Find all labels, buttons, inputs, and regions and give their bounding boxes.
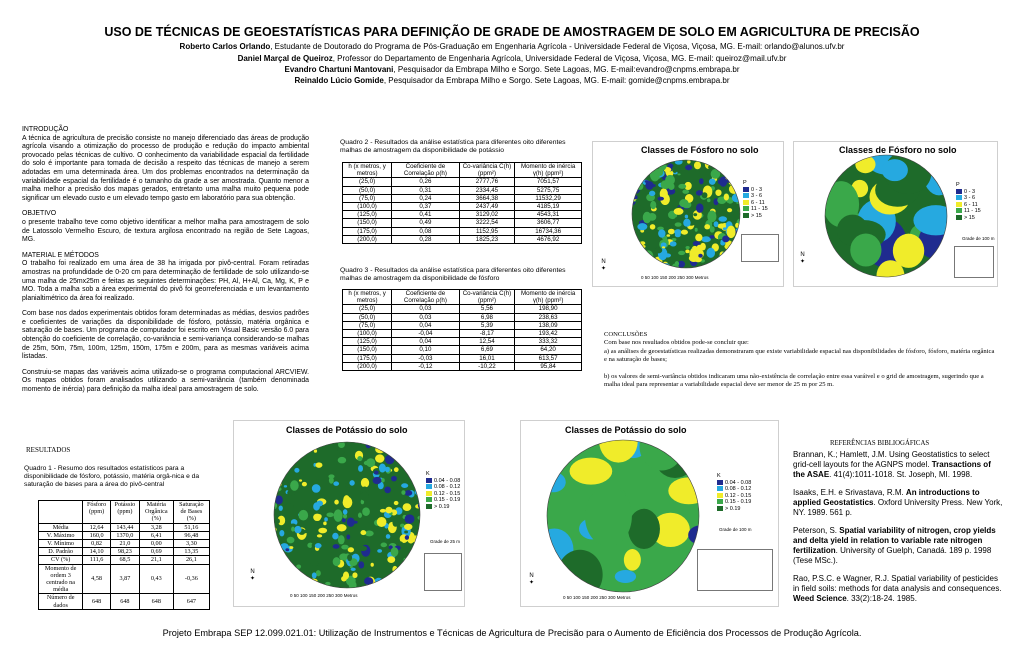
legend-label: 3 - 6	[751, 193, 763, 200]
scale-bar: 0 50 100 150 200 250 300 Metros	[290, 593, 358, 598]
quadro1-cell: 96,48	[173, 531, 209, 539]
legend-label: > 0.19	[725, 505, 741, 512]
legend-swatch	[956, 208, 962, 213]
quadro1-caption: Quadro 1 - Resumo dos resultados estatísticos para a disponibilidade de fósforo, potássio, matéria orgâ-nica e da saturação de bases para a área do pivô-central	[24, 465, 200, 489]
quadro2-cell: 2437,49	[459, 203, 515, 211]
legend-item	[717, 493, 751, 500]
legend-label: 0.12 - 0.15	[434, 490, 461, 497]
reference-source: Spatial variability of nitrogen, crop yields and delta yield in relation to variable rate nitrogen fertilization	[793, 526, 996, 555]
legend-title: P	[956, 182, 960, 188]
reference-details: . University of Guelph, Canadá. 189 p. 1998 (Tese MSc.).	[793, 546, 992, 565]
legend-item	[956, 215, 981, 222]
legend-label: 0.12 - 0.15	[725, 492, 752, 499]
legend-item	[426, 484, 460, 491]
legend-label: > 15	[751, 212, 762, 219]
author-1-name: Roberto Carlos Orlando	[179, 42, 271, 51]
fosforo-map-grade-25	[592, 141, 784, 287]
fosforo-map-25-field	[631, 156, 741, 272]
quadro3-row	[343, 321, 582, 329]
quadro1-cell: 13,35	[173, 548, 209, 556]
quadro2-header-cell: Co-variância C(h) (ppm²)	[459, 163, 515, 178]
quadro1-cell: 0,43	[139, 564, 173, 594]
legend-item	[956, 208, 981, 215]
legend-swatch	[717, 506, 723, 511]
author-4-name: Reinaldo Lúcio Gomide	[294, 76, 384, 85]
reference-text: Isaaks, E.H. e Srivastava, R.M.	[793, 488, 906, 497]
fosforo-map-grade-100	[793, 141, 998, 287]
quadro1-header-cell: Matéria Orgânica (%)	[139, 501, 173, 524]
quadro2-cell: (150,0)	[343, 219, 392, 227]
quadro2-header-cell: Momento de inércia γ(h) (ppm²)	[515, 163, 582, 178]
quadro3-cell: -0,03	[392, 354, 460, 362]
author-3	[20, 65, 1004, 74]
legend-item	[956, 189, 981, 196]
reference-text: Peterson, S.	[793, 526, 840, 535]
quadro3-cell: (200,0)	[343, 362, 392, 370]
quadro2-cell: 16734,36	[515, 227, 582, 235]
material-p1: O trabalho foi realizado em uma área de 38 ha irrigada por pivô-central. Foram retiradas amostras na profundidade de 0-20 cm para determinação de fertilidade de solo utilizando-se uma malha de 25mx25m e feitas as seguintes determinações: PH, Al, H+Al, Ca, Mg, K, P e MO. Toda a malha sob a área experimental do pivô foi georreferenciada e um levantamento planialtimétrico da área foi realizado.	[22, 260, 309, 302]
reference-details: . Oxford University Press. New York, NY. 1989. 561 p.	[793, 498, 1003, 517]
quadro1-cell: 21,0	[110, 540, 139, 548]
quadro1-cell: 648	[139, 594, 173, 609]
quadro1-cell: 4,58	[83, 564, 111, 594]
legend-item	[426, 478, 460, 485]
quadro2-cell: 0,24	[392, 194, 460, 202]
quadro1-row	[39, 540, 210, 548]
potassio-map-title: Classes de Potássio do solo	[286, 425, 408, 435]
quadro2-cell: 3664,38	[459, 194, 515, 202]
author-4	[20, 76, 1004, 85]
quadro1-header-cell	[39, 501, 83, 524]
quadro2-caption: Quadro 2 - Resultados da análise estatística para diferentes oito diferentes malhas de amostragem da disponibilidade de potássio	[340, 139, 566, 154]
reference-source: An introductions to applied Geostatistics	[793, 488, 980, 507]
legend-item	[426, 491, 460, 498]
legend-swatch	[426, 484, 432, 489]
quadro2-cell: (50,0)	[343, 186, 392, 194]
potassio-map-25-legend	[426, 471, 460, 511]
quadro3-cell: (100,0)	[343, 330, 392, 338]
quadro2-cell: 1152,95	[459, 227, 515, 235]
legend-label: 0 - 3	[964, 188, 976, 195]
reference-item	[793, 450, 1003, 480]
quadro3-cell: 0,03	[392, 313, 460, 321]
quadro3-header-cell: Momento de inércia γ(h) (ppm²)	[515, 290, 582, 305]
reference-text: Brannan, K.; Hamlett, J.M. Using Geostatistics to select grid-cell layouts for the AGNPS model.	[793, 450, 990, 469]
legend-swatch	[956, 195, 962, 200]
quadro2-cell: 0,08	[392, 227, 460, 235]
conclusoes-b: b) os valores de semi-variância obtidos indicaram uma não-existência de correlação entre essa varáivel e o grid de amostragem, sugerindo que a malha ideal para representar a variabilidade espacial deve ser menor de 25 m por 25 m.	[604, 372, 984, 389]
legend-item	[717, 480, 751, 487]
quadro2-row	[343, 219, 582, 227]
quadro1-cell: 143,44	[110, 523, 139, 531]
legend-title: P	[743, 180, 747, 186]
quadro3-row	[343, 354, 582, 362]
quadro2-cell: 1825,23	[459, 235, 515, 243]
legend-label: 0.08 - 0.12	[725, 486, 752, 493]
legend-item	[743, 187, 768, 194]
quadro3-cell: 138,09	[515, 321, 582, 329]
quadro3-cell: -0,04	[392, 330, 460, 338]
author-3-affiliation: , Pesquisador da Embrapa Milho e Sorgo. Sete Lagoas, MG. E-mail:evandro@cnpms.embrapa.br	[393, 65, 740, 74]
legend-swatch	[743, 193, 749, 198]
legend-swatch	[717, 480, 723, 485]
quadro1-cell: 12,64	[83, 523, 111, 531]
quadro1-header-cell: Fósforo (ppm)	[83, 501, 111, 524]
quadro3-cell: 0,04	[392, 338, 460, 346]
fosforo-map-title: Classes de Fósforo no solo	[839, 145, 957, 155]
quadro2-cell: 7051,57	[515, 178, 582, 186]
quadro3-caption: Quadro 3 - Resultados da análise estatística para diferentes oito diferentes malhas de amostragem da disponibilidade de fósforo	[340, 267, 566, 282]
legend-label: 0.04 - 0.08	[434, 477, 461, 484]
quadro1-row	[39, 556, 210, 564]
quadro2-cell: 0,26	[392, 178, 460, 186]
legend-item	[743, 213, 768, 220]
quadro1-cell: 160,0	[83, 531, 111, 539]
reference-details: . 33(2):18-24. 1985.	[846, 594, 917, 603]
quadro2-cell: 0,28	[392, 235, 460, 243]
legend-label: > 15	[964, 214, 975, 221]
legend-title: K	[717, 473, 721, 479]
material-heading: MATERIAL E MÉTODOS	[22, 251, 99, 259]
quadro2-cell: 0,49	[392, 219, 460, 227]
potassio-map-grade-100	[520, 420, 779, 607]
quadro1-cell: Média	[39, 523, 83, 531]
north-arrow-icon: N ✦	[800, 252, 806, 265]
quadro1-row	[39, 594, 210, 609]
legend-item	[717, 499, 751, 506]
quadro3-cell: 0,03	[392, 305, 460, 313]
legend-item	[743, 200, 768, 207]
reference-source: Weed Science	[793, 594, 847, 603]
legend-item	[743, 193, 768, 200]
north-arrow-icon: N ✦	[250, 569, 256, 582]
legend-swatch	[717, 486, 723, 491]
legend-item	[956, 195, 981, 202]
conclusoes-section	[604, 331, 996, 389]
quadro3-cell: (150,0)	[343, 346, 392, 354]
quadro2-cell: 3129,02	[459, 211, 515, 219]
quadro2-cell: 3606,77	[515, 219, 582, 227]
legend-swatch	[743, 187, 749, 192]
quadro1-cell: V. Mínimo	[39, 540, 83, 548]
quadro2-cell: (175,0)	[343, 227, 392, 235]
quadro1-cell: 51,16	[173, 523, 209, 531]
legend-swatch	[426, 497, 432, 502]
quadro2-table	[342, 162, 582, 244]
quadro3-cell: -0,12	[392, 362, 460, 370]
quadro3-row	[343, 330, 582, 338]
legend-swatch	[717, 493, 723, 498]
fosforo-map-25-inset	[741, 234, 779, 262]
quadro2-header-row	[343, 163, 582, 178]
fosforo-map-100-legend	[956, 182, 981, 222]
quadro2-cell: 3222,54	[459, 219, 515, 227]
scale-bar: 0 50 100 150 200 250 300 Metros	[563, 595, 631, 600]
quadro1-cell: 648	[83, 594, 111, 609]
quadro1-cell: 0,69	[139, 548, 173, 556]
quadro3-header-cell: Coeficiente de Correlação ρ(h)	[392, 290, 460, 305]
quadro3-row	[343, 346, 582, 354]
legend-label: 0 - 3	[751, 186, 763, 193]
quadro3-cell: -8,17	[459, 330, 515, 338]
quadro1-cell: 21,1	[139, 556, 173, 564]
fosforo-map-100-field	[824, 154, 948, 278]
quadro2-cell: (200,0)	[343, 235, 392, 243]
quadro2-row	[343, 211, 582, 219]
quadro2-cell: (125,0)	[343, 211, 392, 219]
legend-label: 6 - 11	[751, 199, 765, 206]
quadro2-row	[343, 235, 582, 243]
author-1-affiliation: , Estudante de Doutorado do Programa de Pós-Graduação em Engenharia Agrícola - Universidade Federal de Viçosa, Viçosa, MG. E-mail: orlando@alunos.ufv.br	[270, 42, 845, 51]
quadro3-cell: (125,0)	[343, 338, 392, 346]
quadro3-cell: 0,04	[392, 321, 460, 329]
legend-swatch	[956, 215, 962, 220]
potassio-map-25-inset	[424, 553, 462, 591]
fosforo-map-100-inset	[954, 246, 994, 278]
legend-swatch	[426, 478, 432, 483]
quadro3-cell: 333,32	[515, 338, 582, 346]
quadro1-header-row	[39, 501, 210, 524]
quadro3-table	[342, 289, 582, 371]
quadro1-cell: 14,10	[83, 548, 111, 556]
reference-source: Transactions of the ASAE	[793, 460, 991, 479]
quadro2-row	[343, 178, 582, 186]
quadro3-cell: 193,42	[515, 330, 582, 338]
quadro2-cell: (100,0)	[343, 203, 392, 211]
author-2	[20, 54, 1004, 63]
quadro1-cell: 6,41	[139, 531, 173, 539]
fosforo-map-25-legend	[743, 180, 768, 220]
reference-details: . 41(4):1011-1018. St. Joseph, MI. 1998.	[829, 470, 973, 479]
scale-bar: 0 50 100 150 200 250 300 Metros	[641, 275, 709, 280]
quadro3-row	[343, 313, 582, 321]
quadro3-cell: -10,22	[459, 362, 515, 370]
conclusoes-intro: Com base nos resultados obtidos pode-se concluir que:	[604, 339, 749, 347]
legend-swatch	[717, 499, 723, 504]
potassio-map-25-field	[272, 441, 422, 589]
quadro3-cell: 6,69	[459, 346, 515, 354]
quadro1-cell: 1370,0	[110, 531, 139, 539]
intro-text: A técnica de agricultura de precisão consiste no manejo diferenciado das áreas de produção agrícola visando a otimização do processo de produção e redução do impacto ambiental provocado pelas técnicas de cultivo. O conhecimento da variabilidade espacial da fertilidade do solo é importante para tomada de decisão a respeito das técnicas de manejo a serem adotadas em uma determinada área. Um dos problemas encontrados na determinação da variabilidade espacial da fertilidade é o tamanho da grade a ser amostrada. Quanto menor a malha melhor a precisão dos mapas gerados, entretanto uma malha muito pequena pode significar um elevado custo e um elevado tempo gasto em laboratório para sua obtenção.	[22, 134, 309, 202]
quadro2-cell: 4543,31	[515, 211, 582, 219]
quadro2-row	[343, 194, 582, 202]
quadro1-cell: Momento de ordem 3 centrado na média	[39, 564, 83, 594]
author-3-name: Evandro Chartuni Mantovani	[284, 65, 394, 74]
quadro2-cell: 11532,29	[515, 194, 582, 202]
potassio-map-title: Classes de Potássio do solo	[565, 425, 687, 435]
quadro2-cell: 0,41	[392, 211, 460, 219]
quadro2-row	[343, 227, 582, 235]
legend-swatch	[426, 491, 432, 496]
quadro3-cell: 613,57	[515, 354, 582, 362]
quadro1-row	[39, 523, 210, 531]
legend-label: 0.15 - 0.19	[725, 499, 752, 506]
conclusoes-heading: CONCLUSÕES	[604, 331, 648, 338]
legend-item	[717, 486, 751, 493]
potassio-map-100-field	[543, 439, 703, 593]
left-text-column	[22, 126, 309, 402]
quadro2-cell: 5275,75	[515, 186, 582, 194]
author-2-affiliation: , Professor do Departamento de Engenharia Agrícola, Universidade Federal de Viçosa, Viçosa, MG. E-mail: queiroz@mail.ufv.br	[332, 54, 787, 63]
quadro2-row	[343, 186, 582, 194]
grade-100-label: Grade de 100 m	[962, 236, 995, 241]
quadro3-header-cell: h (x metros, y metros)	[343, 290, 392, 305]
legend-swatch	[426, 504, 432, 509]
author-4-affiliation: , Pesquisador da Embrapa Milho e Sorgo. Sete Lagoas, MG. E-mail: gomide@cnpms.embrapa.br	[383, 76, 730, 85]
quadro1-cell: V. Máximo	[39, 531, 83, 539]
author-1	[20, 42, 1004, 51]
quadro3-cell: 5,56	[459, 305, 515, 313]
legend-item	[426, 504, 460, 511]
reference-text: Rao, P.S.C. e Wagner, R.J. Spatial variability of pesticides in field soils: methods for data analysis and consequences.	[793, 574, 1002, 593]
quadro2-cell: (75,0)	[343, 194, 392, 202]
legend-swatch	[743, 200, 749, 205]
legend-swatch	[956, 202, 962, 207]
quadro2-header-cell: h (x metros, y metros)	[343, 163, 392, 178]
quadro1-cell: 98,23	[110, 548, 139, 556]
reference-item	[793, 488, 1003, 518]
legend-item	[743, 206, 768, 213]
referencias-heading: REFERÊNCIAS BIBLIOGÁFICAS	[830, 440, 930, 447]
quadro3-cell: 0,10	[392, 346, 460, 354]
quadro1-cell: 0,00	[139, 540, 173, 548]
north-arrow-icon: N ✦	[601, 259, 607, 272]
legend-item	[956, 202, 981, 209]
quadro2-cell: 2777,76	[459, 178, 515, 186]
quadro3-row	[343, 305, 582, 313]
quadro1-header-cell: Saturação de Bases (%)	[173, 501, 209, 524]
grade-100-label: Grade de 100 m	[719, 527, 752, 532]
quadro1-row	[39, 531, 210, 539]
quadro1-cell: D. Padrão	[39, 548, 83, 556]
quadro3-cell: 6,98	[459, 313, 515, 321]
quadro1-cell: 3,87	[110, 564, 139, 594]
potassio-map-100-legend	[717, 473, 751, 513]
quadro1-cell: CV (%)	[39, 556, 83, 564]
resultados-heading: RESULTADOS	[26, 446, 71, 454]
quadro3-cell: 198,90	[515, 305, 582, 313]
quadro3-cell: 12,54	[459, 338, 515, 346]
quadro3-row	[343, 338, 582, 346]
legend-label: 0.04 - 0.08	[725, 479, 752, 486]
legend-swatch	[956, 189, 962, 194]
poster-title: USO DE TÉCNICAS DE GEOESTATÍSTICAS PARA DEFINIÇÃO DE GRADE DE AMOSTRAGEM DE SOLO EM AGRICULTURA DE PRECISÃO	[104, 25, 920, 39]
quadro1-row	[39, 564, 210, 594]
material-p3: Construiu-se mapas das variáveis acima utilizado-se o programa computacional ARCVIEW. Os mapas obtidos foram analisados utilizando a semi-variância (também denominada momento de inércia) para definição da malha ideal para amostragem de solo.	[22, 368, 309, 394]
conclusoes-a: a) as análises de geoestatísticas realizadas demonstraram que existe variabilidade espacial nas disponibilidades de fósforo, fósforo, matéria orgânica e na saturação de bases;	[604, 347, 995, 364]
legend-item	[426, 497, 460, 504]
legend-item	[717, 506, 751, 513]
legend-swatch	[743, 213, 749, 218]
quadro3-row	[343, 362, 582, 370]
quadro1-cell: 26,1	[173, 556, 209, 564]
reference-item	[793, 526, 1003, 566]
legend-label: 0.15 - 0.19	[434, 497, 461, 504]
quadro1-row	[39, 548, 210, 556]
quadro1-table	[38, 500, 210, 610]
legend-label: > 0.19	[434, 503, 450, 510]
intro-heading: INTRODUÇÃO	[22, 126, 69, 133]
quadro2-header-cell: Coeficiente de Correlação ρ(h)	[392, 163, 460, 178]
quadro3-cell: (25,0)	[343, 305, 392, 313]
quadro2-row	[343, 203, 582, 211]
reference-item	[793, 574, 1003, 604]
legend-label: 3 - 6	[964, 195, 976, 202]
grade-25-label: Grade de 25 m	[430, 539, 461, 544]
objetivo-heading: OBJETIVO	[22, 210, 57, 218]
author-2-name: Daniel Marçal de Queiroz	[237, 54, 333, 63]
quadro1-cell: 3,30	[173, 540, 209, 548]
material-p2: Com base nos dados experimentais obtidos foram determinadas as médias, desvios padrões e coeficientes de variações da disponibilidade de fósforo, potássio, matéria orgânica e saturação de bases. Um programa de computador foi escrito em Visual Basic versão 6.0 para obtenção do coeficiente de correlação, co-variância e semi-variança considerando-se malhas de 25m, 50m, 75m, 100m, 125m, 150m, 175m e 200m, para as mesmas variáveis acima listadas.	[22, 310, 309, 361]
quadro2-cell: 2334,45	[459, 186, 515, 194]
quadro1-cell: 68,5	[110, 556, 139, 564]
quadro3-cell: (175,0)	[343, 354, 392, 362]
footer-project: Projeto Embrapa SEP 12.099.021.01: Utilização de Instrumentos e Técnicas de Agricultura de Precisão para o Aumento de Eficiência dos Processos de Produção Agrícola.	[162, 628, 862, 638]
objetivo-text: o presente trabalho teve como objetivo identificar a melhor malha para amostragem de solo de Latossolo Vermelho Escuro, de textura argilosa encontrado na região de Sete Lagoas, MG.	[22, 218, 309, 244]
quadro3-cell: 16,01	[459, 354, 515, 362]
legend-swatch	[743, 206, 749, 211]
quadro3-cell: (50,0)	[343, 313, 392, 321]
quadro3-cell: 95,84	[515, 362, 582, 370]
legend-label: 6 - 11	[964, 201, 978, 208]
quadro1-cell: 3,28	[139, 523, 173, 531]
quadro3-cell: 238,63	[515, 313, 582, 321]
quadro3-cell: 5,39	[459, 321, 515, 329]
legend-title: K	[426, 471, 430, 477]
quadro2-cell: (25,0)	[343, 178, 392, 186]
quadro1-cell: 111,6	[83, 556, 111, 564]
potassio-map-100-inset	[697, 549, 773, 591]
north-arrow-icon: N ✦	[529, 573, 535, 586]
referencias-list	[793, 450, 1003, 612]
quadro2-cell: 4185,19	[515, 203, 582, 211]
quadro2-cell: 0,37	[392, 203, 460, 211]
legend-label: 11 - 15	[751, 206, 768, 213]
quadro1-cell: 647	[173, 594, 209, 609]
quadro1-cell: Número de dados	[39, 594, 83, 609]
quadro3-cell: (75,0)	[343, 321, 392, 329]
quadro1-header-cell: Potássio (ppm)	[110, 501, 139, 524]
quadro1-cell: -0,36	[173, 564, 209, 594]
legend-label: 11 - 15	[964, 208, 981, 215]
quadro1-cell: 0,82	[83, 540, 111, 548]
legend-label: 0.08 - 0.12	[434, 484, 461, 491]
quadro1-cell: 648	[110, 594, 139, 609]
quadro3-header-cell: Co-variância C(h) (ppm²)	[459, 290, 515, 305]
quadro3-header-row	[343, 290, 582, 305]
quadro2-cell: 4676,92	[515, 235, 582, 243]
quadro3-cell: 64,20	[515, 346, 582, 354]
potassio-map-grade-25	[233, 420, 465, 607]
quadro2-cell: 0,31	[392, 186, 460, 194]
fosforo-map-title: Classes de Fósforo no solo	[641, 145, 759, 155]
